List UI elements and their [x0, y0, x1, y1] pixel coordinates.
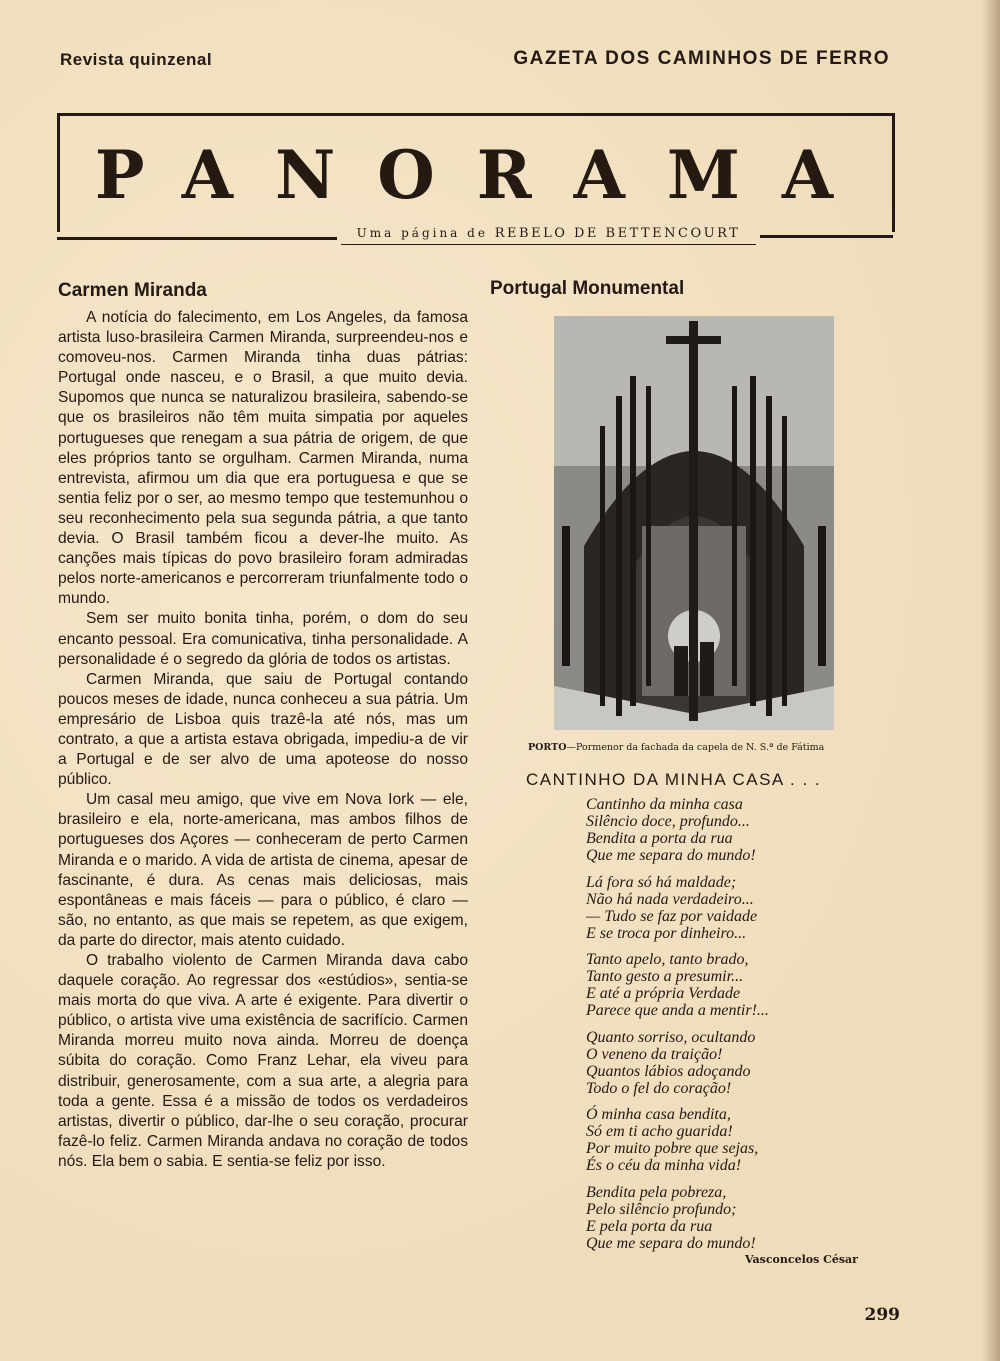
poem-line: E se troca por dinheiro... — [586, 924, 747, 942]
sidebar-heading: Portugal Monumental — [490, 278, 685, 299]
running-header-right: GAZETA DOS CAMINHOS DE FERRO — [513, 48, 890, 69]
sidebar-column — [490, 278, 890, 1266]
poem-line: Bendita pela pobreza, — [586, 1183, 727, 1201]
banner-rule-left — [57, 237, 337, 240]
panorama-banner — [57, 113, 893, 243]
poem-line: Que me separa do mundo! — [586, 847, 756, 864]
poem-stanza — [586, 1184, 876, 1252]
poem-line: Por muito pobre que sejas, — [586, 1140, 759, 1157]
poem-line: Cantinho da minha casa — [586, 796, 743, 813]
article-paragraph: A notícia do falecimento, em Los Angeles, da famosa artista luso-brasileira Carmen Miranda, surpreendeu-nos e comoveu-nos. Carmen Miranda tinha duas pátrias: Portugal onde nasceu, e o Brasil, a que muito devia. Supomos que nunca se naturalizou brasileira, sabendo-se que os brasileiros não têm muita simpatia por aqueles portugueses que renegam a sua pátria de origem, de que eles próprios tanto se orgulham. Carmen Miranda, numa entrevista, afirmou um dia que era portuguesa e que se sentia feliz por o ser, ao mesmo tempo que testemunhou o seu reconhecimento pela sua segunda pátria, a que tanto devia. O Brasil também ficou a dever-lhe muito. As canções mais típicas do povo brasileiro foram admiradas pelos norte-americanos e percorreram triunfalmente todo o mundo. — [58, 309, 468, 608]
chapel-facade-photo — [554, 316, 834, 730]
poem-line: Só em ti acho guarida! — [586, 1123, 733, 1140]
page-spine-shadow — [982, 0, 1000, 1361]
page-number: 299 — [864, 1305, 900, 1325]
poem-line: E até a própria Verdade — [586, 985, 741, 1002]
poem-title: CANTINHO DA MINHA CASA . . . — [526, 770, 822, 789]
chapel-facade-illustration — [554, 316, 834, 730]
poem-stanza — [586, 1106, 876, 1174]
poem-stanza — [586, 874, 876, 942]
poem-line: Tanto apelo, tanto brado, — [586, 951, 749, 968]
poem-line: Que me separa do mundo! — [586, 1234, 756, 1252]
poem-line: Todo o fel do coração! — [586, 1079, 732, 1097]
poem-line: Quanto sorriso, ocultando — [586, 1028, 756, 1046]
poem — [586, 796, 876, 1261]
poem-line: Bendita a porta da rua — [586, 830, 733, 847]
poem-line: Quantos lábios adoçando — [586, 1062, 751, 1080]
poem-line: És o céu da minha vida! — [586, 1157, 742, 1174]
poem-stanza — [586, 951, 876, 1019]
caption-place: PORTO — [528, 742, 567, 753]
poem-author: Vasconcelos César — [745, 1253, 858, 1266]
caption-text: —Pormenor da fachada da capela de N. S.ª de Fátima — [566, 742, 825, 753]
byline-underline — [341, 244, 756, 245]
article-paragraph: Um casal meu amigo, que vive em Nova Iork — ele, brasileiro e ela, norte-americana, mas ambos filhos de portugueses dos Açores — conheceram de perto Carmen Miranda e o marido. A vida de artista de cinema, apesar de fascinante, é dura. As cenas mais deliciosas, mais espontâneas e mais fáceis — para o público, é claro — são, no entanto, as que mais se repetem, as que exigem, da parte do director, mais atento cuidado. — [58, 791, 468, 949]
poem-stanza — [586, 796, 876, 864]
photo-caption — [528, 742, 868, 753]
banner-rule-right — [760, 235, 893, 238]
article-paragraph: Sem ser muito bonita tinha, porém, o dom do seu encanto pessoal. Era comunicativa, tinha personalidade. A personalidade é o segredo da glória de todos os artistas. — [58, 610, 468, 668]
byline-prefix: Uma página de — [356, 226, 488, 240]
poem-line: Não há nada verdadeiro... — [586, 890, 754, 908]
article-heading: Carmen Miranda — [58, 280, 207, 301]
poem-stanza — [586, 1029, 876, 1097]
poem-line: Pelo silêncio profundo; — [586, 1200, 737, 1218]
poem-line: Lá fora só há maldade; — [586, 873, 737, 891]
poem-line: O veneno da traição! — [586, 1045, 723, 1063]
article-paragraph: Carmen Miranda, que saiu de Portugal contando poucos meses de idade, nunca conheceu a sua pátria. Um empresário de Lisboa quis trazê-la até nós, mas um contrato, a que a artista estava obrigada, impediu-a de vir a Portugal e de ser alvo de uma apoteose do nosso público. — [58, 670, 468, 789]
article-paragraph: O trabalho violento de Carmen Miranda dava cabo daquele coração. Ao regressar dos «estúdios», sentia-se mais morta do que viva. A arte é exigente. Para divertir o público, o artista vive uma existência de sacrifício. Carmen Miranda morreu muito nova ainda. Morreu de doença súbita do coração. Como Franz Lehar, ela viveu para distribuir, generosamente, com a sua arte, a alegria para toda a gente. Essa é a missão de todos os verdadeiros artistas, divertir o público, dar-lhe o seu coração, procurar fazê-lo feliz. Carmen Miranda andava no coração de todos nós. Ela bem o sabia. E sentia-se feliz por isso. — [58, 952, 468, 1170]
banner-byline — [341, 226, 756, 241]
poem-line: E pela porta da rua — [586, 1217, 713, 1235]
poem-line: — Tudo se faz por vaidade — [586, 907, 758, 925]
poem-line: Ó minha casa bendita, — [586, 1106, 731, 1123]
byline-author: REBELO DE BETTENCOURT — [494, 226, 741, 241]
running-header-left: Revista quinzenal — [60, 50, 213, 69]
poem-line: Silêncio doce, profundo... — [586, 813, 750, 830]
poem-line: Tanto gesto a presumir... — [586, 968, 744, 985]
article-column — [58, 280, 468, 1172]
poem-line: Parece que anda a mentir!... — [586, 1002, 769, 1019]
banner-title: PANORAMA — [94, 136, 876, 214]
